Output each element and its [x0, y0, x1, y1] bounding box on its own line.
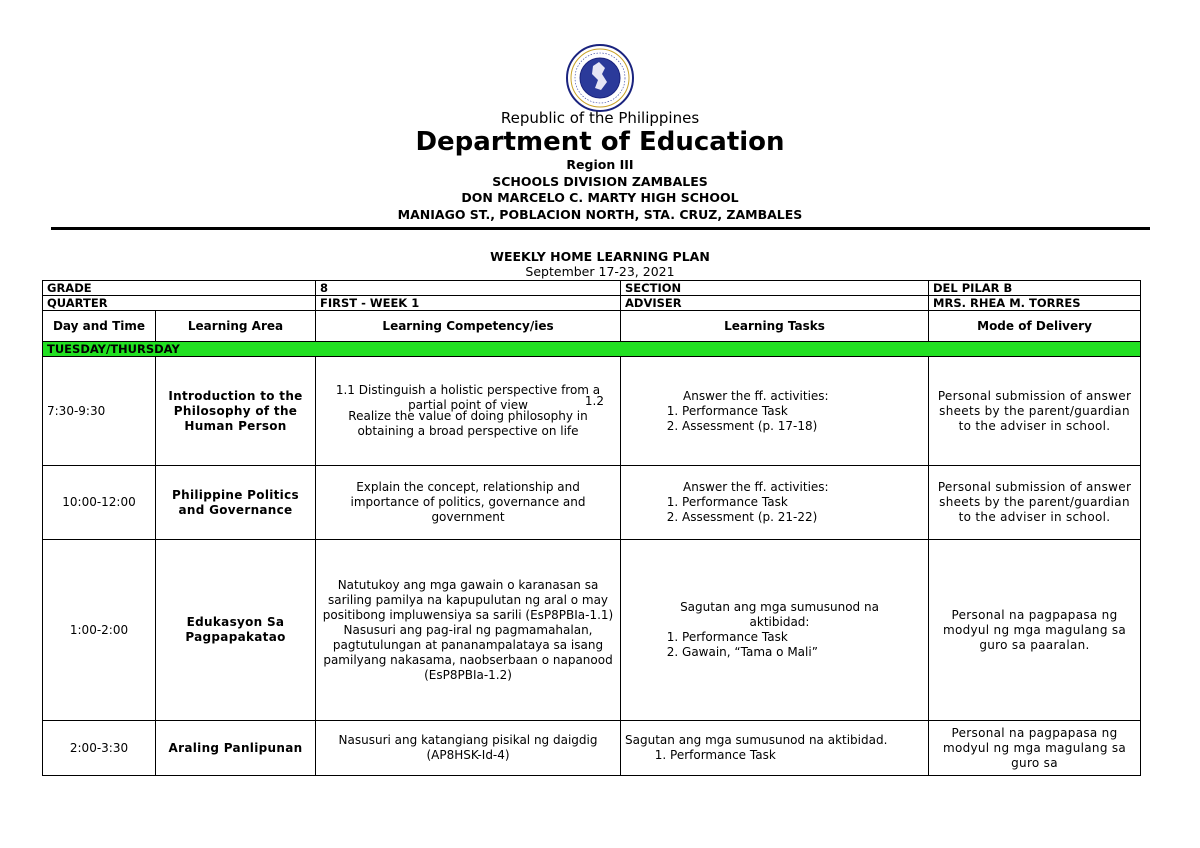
row-mode: Personal submission of answer sheets by the parent/guardian to the adviser in school. — [929, 466, 1141, 540]
row-competency — [316, 540, 621, 721]
table-row — [43, 466, 1141, 540]
row-learning-area: Philippine Politics and Governance — [156, 466, 316, 540]
section-value: DEL PILAR B — [929, 281, 1141, 296]
task-item: 2. Gawain, “Tama o Mali” — [682, 645, 924, 660]
row-tasks — [621, 721, 929, 776]
table-row — [43, 540, 1141, 721]
republic-line: Republic of the Philippines — [500, 109, 700, 127]
task-item: 1. Performance Task — [682, 404, 924, 419]
day-label: TUESDAY/THURSDAY — [43, 342, 1141, 357]
region-line: Region III — [566, 157, 634, 172]
table-row — [43, 721, 1141, 776]
row-tasks — [621, 466, 929, 540]
task-item: 1. Performance Task — [670, 748, 924, 763]
task-item: 1. Performance Task — [682, 630, 924, 645]
header-divider — [51, 227, 1150, 230]
row-competency: Explain the concept, relationship and importance of politics, governance and government — [316, 466, 621, 540]
info-row-grade — [43, 281, 1141, 296]
quarter-label: QUARTER — [43, 296, 316, 311]
deped-seal — [555, 44, 645, 112]
col-tasks: Learning Tasks — [621, 311, 929, 342]
row-learning-area: Araling Panlipunan — [156, 721, 316, 776]
column-header-row — [43, 311, 1141, 342]
school-line: DON MARCELO C. MARTY HIGH SCHOOL — [461, 190, 739, 205]
table-row — [43, 357, 1141, 466]
adviser-label: ADVISER — [621, 296, 929, 311]
task-block — [625, 389, 924, 434]
day-row — [43, 342, 1141, 357]
plan-date: September 17-23, 2021 — [525, 264, 675, 279]
row-time: 1:00-2:00 — [43, 540, 156, 721]
row-time: 7:30-9:30 — [43, 357, 156, 466]
row-competency — [316, 357, 621, 466]
division-line: SCHOOLS DIVISION ZAMBALES — [492, 173, 708, 189]
competency-b: Realize the value of doing philosophy in obtaining a broad perspective on life — [348, 409, 588, 439]
competency-a: 1.1 Distinguish a holistic perspective from a partial point of view — [335, 382, 601, 412]
school-info — [0, 157, 1200, 223]
row-time: 2:00-3:30 — [43, 721, 156, 776]
quarter-value: FIRST - WEEK 1 — [316, 296, 621, 311]
competency-b: Nasusuri ang pag-iral ng pagmamahalan, pagtutulungan at pananampalataya sa isang pamilyang nakasama, naobserbaan o napanood (EsP8PBIa-1.2) — [323, 622, 613, 682]
row-learning-area: Introduction to the Philosophy of the Human Person — [156, 357, 316, 466]
row-mode: Personal na pagpapasa ng modyul ng mga magulang sa guro sa — [929, 721, 1141, 776]
info-row-quarter — [43, 296, 1141, 311]
row-competency: Nasusuri ang katangiang pisikal ng daigdig (AP8HSK-Id-4) — [316, 721, 621, 776]
department-title: Department of Education — [415, 127, 785, 157]
task-intro: Answer the ff. activities: — [683, 388, 829, 403]
task-item: 2. Assessment (p. 21-22) — [682, 510, 924, 525]
col-competency: Learning Competency/ies — [316, 311, 621, 342]
grade-label: GRADE — [43, 281, 316, 296]
learning-plan-table — [42, 280, 1141, 776]
col-day-time: Day and Time — [43, 311, 156, 342]
task-intro: Sagutan ang mga sumusunod na aktibidad: — [680, 600, 879, 629]
competency-number: 1.2 — [584, 394, 605, 409]
col-mode: Mode of Delivery — [929, 311, 1141, 342]
task-intro: Answer the ff. activities: — [683, 480, 829, 494]
row-tasks — [621, 357, 929, 466]
col-learning-area: Learning Area — [156, 311, 316, 342]
row-learning-area: Edukasyon Sa Pagpapakatao — [156, 540, 316, 721]
plan-title: WEEKLY HOME LEARNING PLAN — [490, 249, 710, 264]
row-tasks — [621, 540, 929, 721]
task-block — [625, 480, 924, 525]
address-line: MANIAGO ST., POBLACION NORTH, STA. CRUZ, ZAMBALES — [397, 206, 803, 222]
task-block — [625, 733, 924, 763]
row-time: 10:00-12:00 — [43, 466, 156, 540]
task-item: 2. Assessment (p. 17-18) — [682, 419, 924, 434]
task-block — [625, 600, 924, 660]
adviser-value: MRS. RHEA M. TORRES — [929, 296, 1141, 311]
row-mode: Personal na pagpapasa ng modyul ng mga magulang sa guro sa paaralan. — [929, 540, 1141, 721]
grade-value: 8 — [316, 281, 621, 296]
section-label: SECTION — [621, 281, 929, 296]
task-intro: Sagutan ang mga sumusunod na aktibidad. — [625, 733, 888, 747]
competency-a: Natutukoy ang mga gawain o karanasan sa sariling pamilya na kapupulutan ng aral o may positibong impluwensiya sa sarili (EsP8PBIa-1.1) — [322, 577, 614, 622]
row-mode: Personal submission of answer sheets by the parent/guardian to the adviser in school. — [929, 357, 1141, 466]
task-item: 1. Performance Task — [682, 495, 924, 510]
